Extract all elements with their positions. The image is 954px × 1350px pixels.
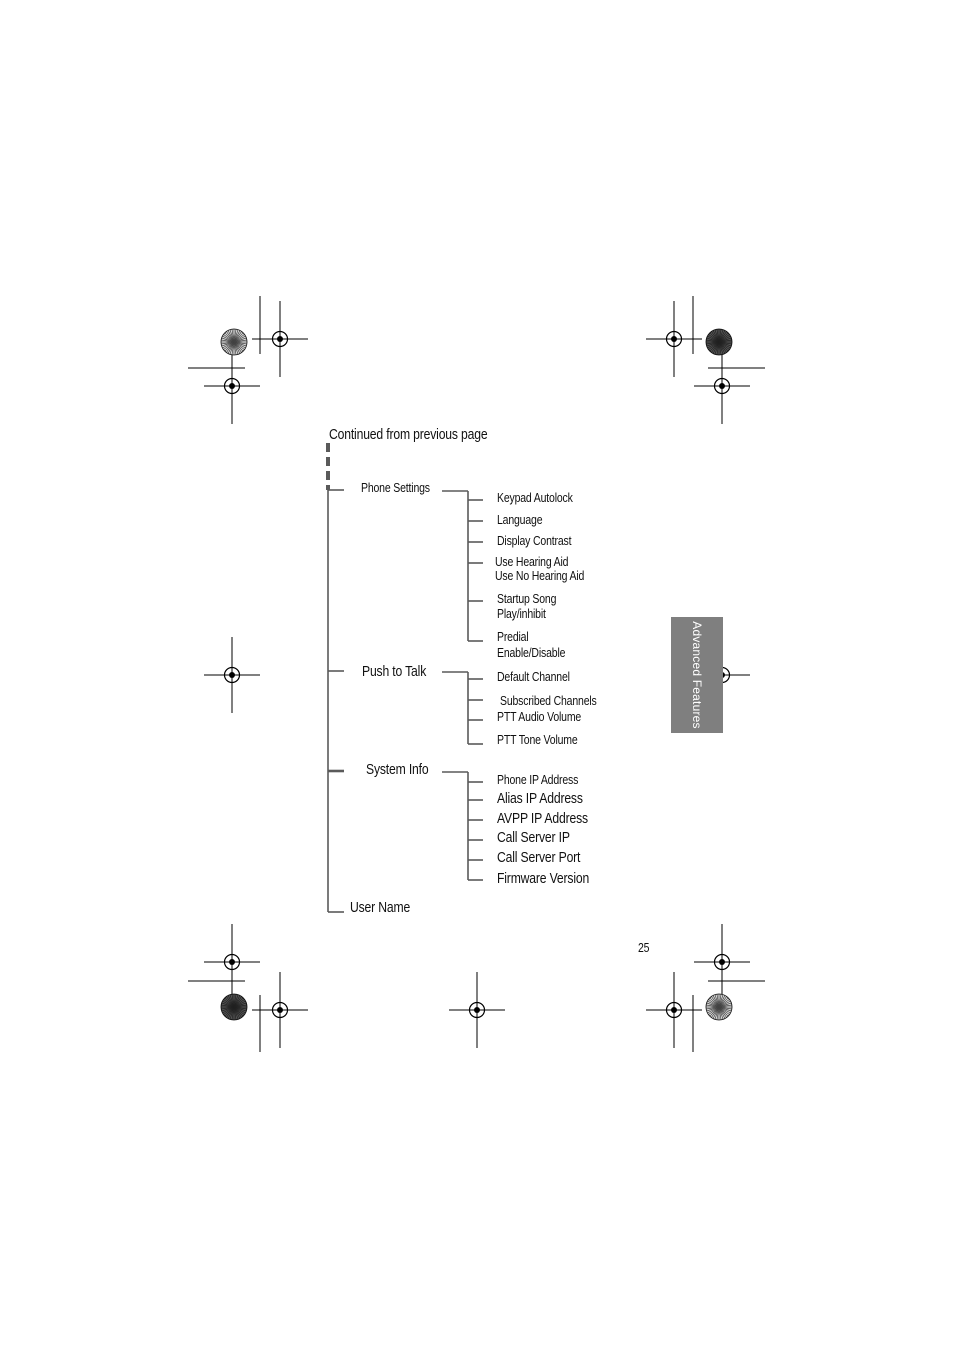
leaf-default-channel: Default Channel xyxy=(497,670,570,684)
leaf-startup-song: Startup Song xyxy=(497,592,557,606)
reg-target-bottom-left-dot xyxy=(277,1007,283,1013)
continued-note: Continued from previous page xyxy=(329,427,488,443)
node-phone-settings: Phone Settings xyxy=(361,481,430,495)
side-tab-label: Advanced Features xyxy=(690,621,704,729)
leaf-language: Language xyxy=(497,513,543,527)
page-number: 25 xyxy=(638,941,650,955)
reg-target-upper-left-dot xyxy=(229,383,235,389)
leaf-call-server-port: Call Server Port xyxy=(497,850,581,866)
leaf-keypad-autolock: Keypad Autolock xyxy=(497,491,573,505)
leaf-phone-ip-address: Phone IP Address xyxy=(497,773,579,787)
reg-target-lower-left-dot xyxy=(229,959,235,965)
reg-target-top-left-dot xyxy=(277,336,283,342)
node-system-info: System Info xyxy=(366,762,429,778)
reg-target-top-right-dot xyxy=(671,336,677,342)
leaf-call-server-ip: Call Server IP xyxy=(497,830,570,846)
leaf-use-hearing-aid: Use Hearing Aid xyxy=(495,555,569,569)
section-side-tab xyxy=(671,617,723,733)
reg-target-mid-left-dot xyxy=(229,672,235,678)
leaf-subscribed-channels: Subscribed Channels xyxy=(500,694,597,708)
leaf-firmware-version: Firmware Version xyxy=(497,871,590,887)
leaf-alias-ip-address: Alias IP Address xyxy=(497,791,583,807)
node-push-to-talk: Push to Talk xyxy=(362,664,427,680)
leaf-display-contrast: Display Contrast xyxy=(497,534,572,548)
leaf-use-no-hearing-aid: Use No Hearing Aid xyxy=(495,569,585,583)
node-user-name: User Name xyxy=(350,900,411,916)
leaf-ptt-audio-volume: PTT Audio Volume xyxy=(497,710,582,724)
leaf-enable-disable: Enable/Disable xyxy=(497,646,566,660)
reg-target-lower-right-dot xyxy=(719,959,725,965)
leaf-avpp-ip-address: AVPP IP Address xyxy=(497,811,588,827)
leaf-ptt-tone-volume: PTT Tone Volume xyxy=(497,733,578,747)
reg-target-upper-right-dot xyxy=(719,383,725,389)
reg-target-bottom-right-dot xyxy=(671,1007,677,1013)
reg-target-bottom-center-dot xyxy=(474,1007,480,1013)
leaf-predial: Predial xyxy=(497,630,529,644)
leaf-play-inhibit: Play/inhibit xyxy=(497,607,546,621)
